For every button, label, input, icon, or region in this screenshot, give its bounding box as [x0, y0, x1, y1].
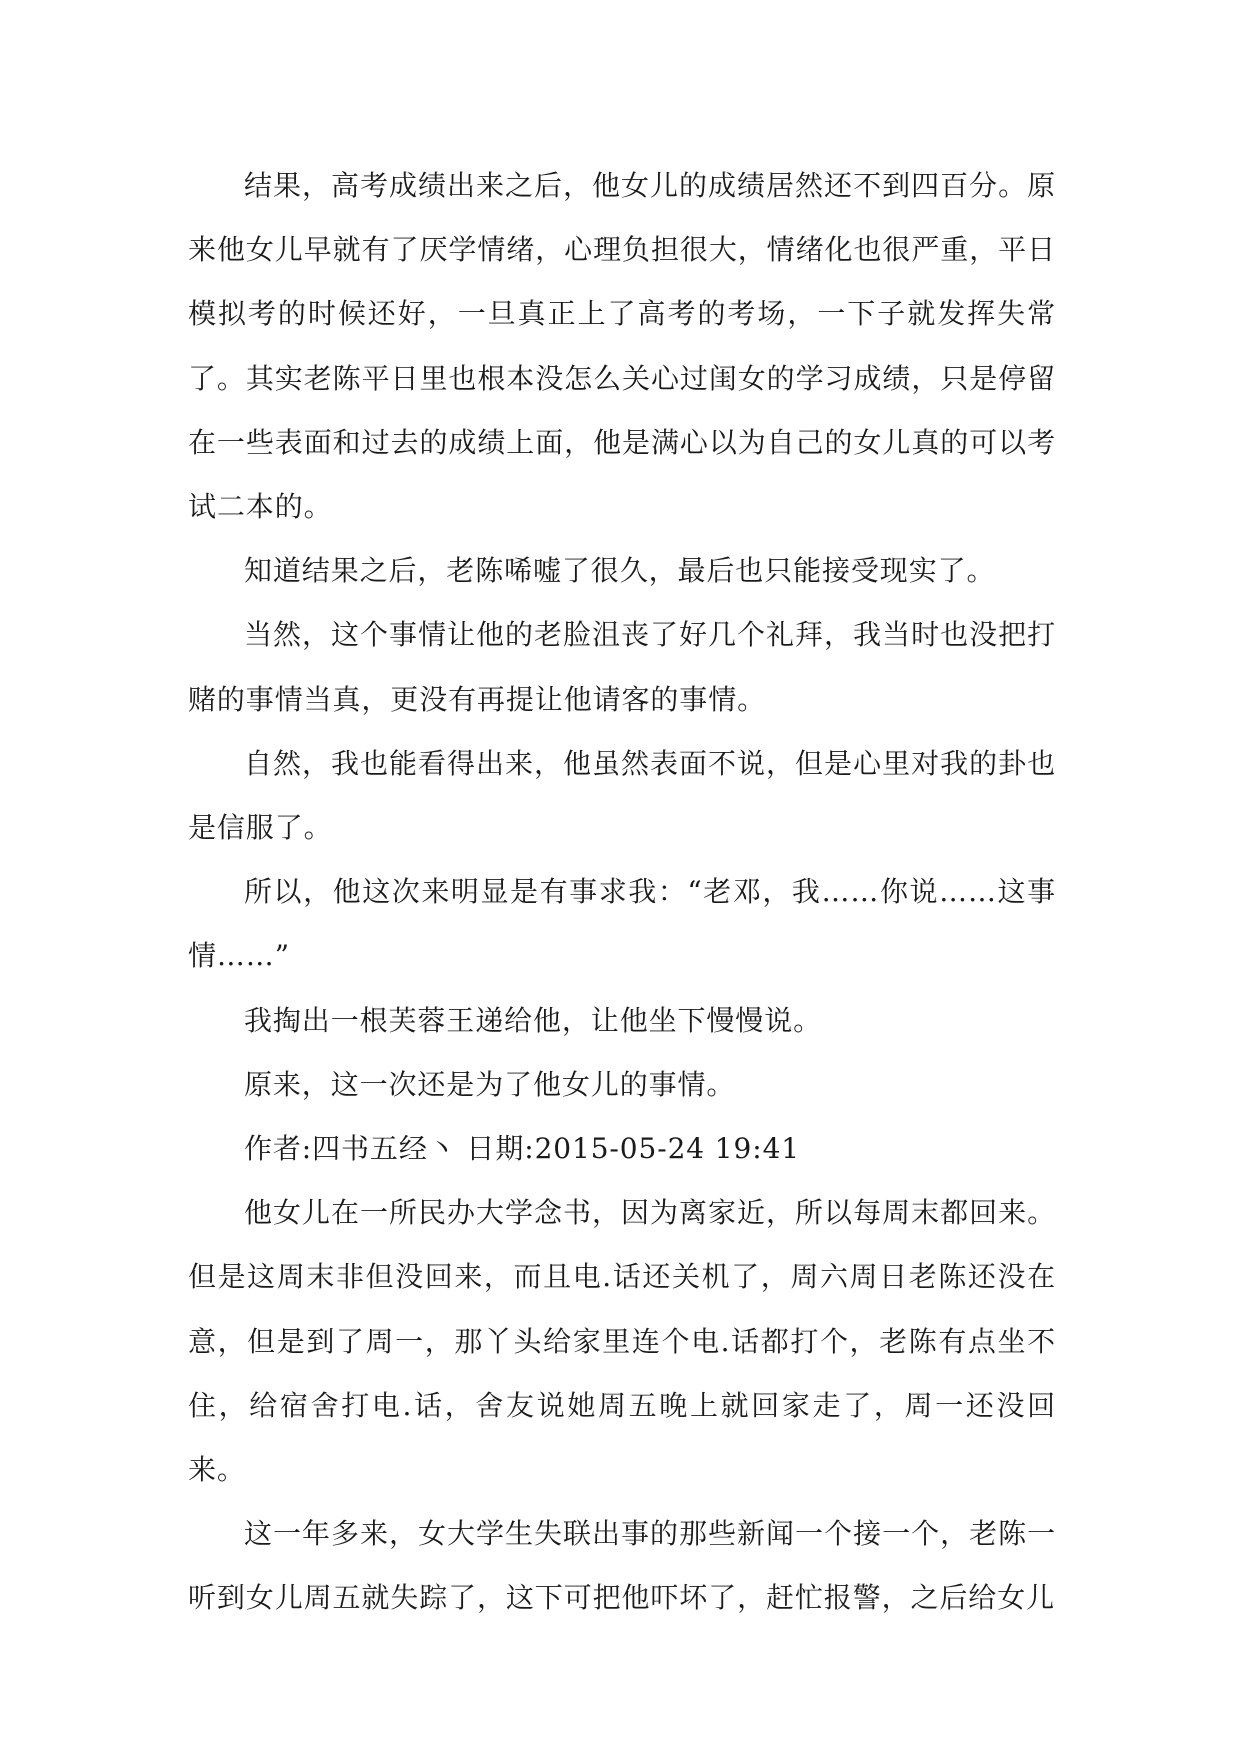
paragraph-news-worry: 这一年多来，女大学生失联出事的那些新闻一个接一个，老陈一听到女儿周五就失踪了，这下可把他吓坏了，赶忙报警，之后给女儿 [188, 1517, 1056, 1615]
paragraph-cigarette: 我掏出一根芙蓉王递给他，让他坐下慢慢说。 [244, 1003, 823, 1037]
paragraph-missing-weekend: 他女儿在一所民办大学念书，因为离家近，所以每周末都回来。但是这周末非但没回来，而且电.话还关机了，周六周日老陈还没在意，但是到了周一，那丫头给家里连个电.话都打个，老陈有点坐不住，给宿舍打电.话，舍友说她周五晚上就回家走了，周一还没回来。 [188, 1196, 1056, 1487]
paragraph-bet: 当然，这个事情让他的老脸沮丧了好几个礼拜，我当时也没把打赌的事情当真，更没有再提让他请客的事情。 [188, 618, 1056, 716]
paragraph-exam-result: 结果，高考成绩出来之后，他女儿的成绩居然还不到四百分。原来他女儿早就有了厌学情绪，心理负担很大，情绪化也很严重，平日模拟考的时候还好，一旦真正上了高考的考场，一下子就发挥失常了。其实老陈平日里也根本没怎么关心过闺女的学习成绩，只是停留在一些表面和过去的成绩上面，他是满心以为自己的女儿真的可以考试二本的。 [188, 169, 1056, 524]
document-body [188, 154, 1056, 1631]
paragraph-convinced: 自然，我也能看得出来，他虽然表面不说，但是心里对我的卦也是信服了。 [188, 746, 1056, 845]
author-date-line: 作者:四书五经丶 日期:2015-05-24 19:41 [244, 1132, 800, 1166]
paragraph-accept-reality: 知道结果之后，老陈唏嘘了很久，最后也只能接受现实了。 [244, 554, 996, 588]
paragraph-request: 所以，他这次来明显是有事求我：“老邓，我……你说……这事情……” [188, 875, 1056, 973]
paragraph-daughter-matter: 原来，这一次还是为了他女儿的事情。 [244, 1067, 736, 1101]
